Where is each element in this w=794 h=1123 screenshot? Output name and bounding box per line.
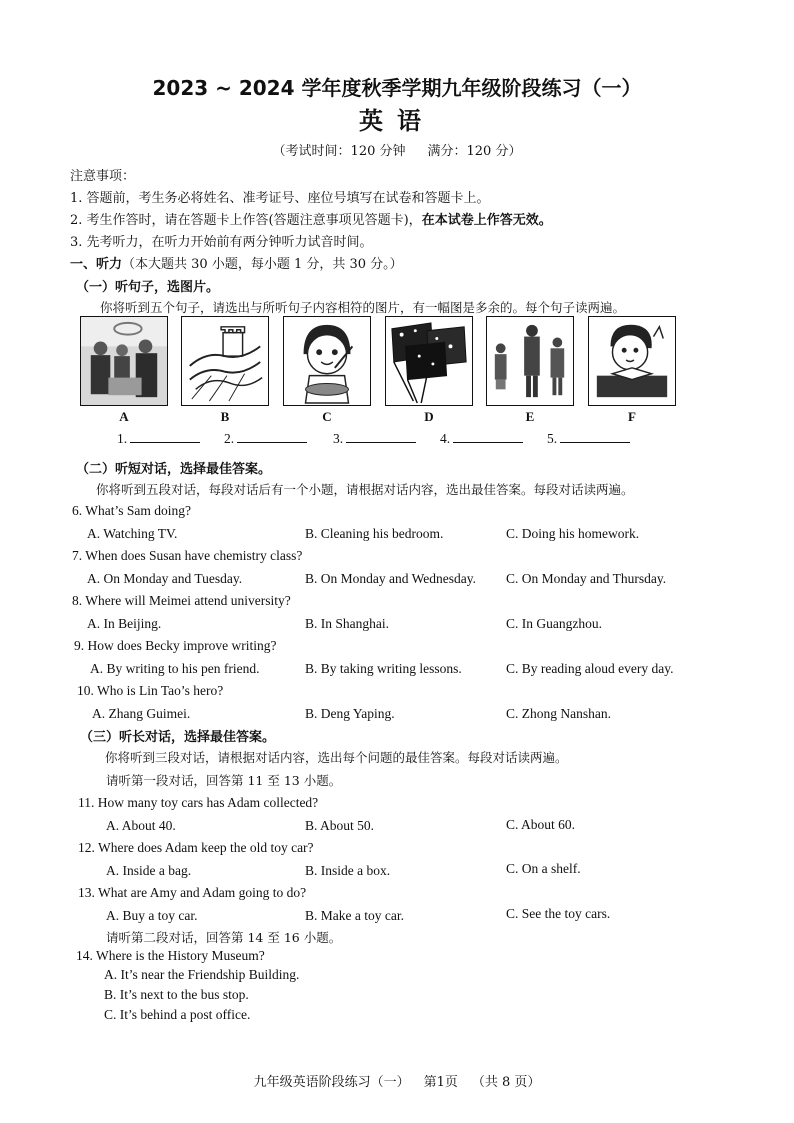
q7-option-a[interactable]: A. On Monday and Tuesday. — [87, 571, 243, 586]
question-12: 12. Where does Adam keep the old toy car? — [78, 840, 314, 855]
q6-option-b[interactable]: B. Cleaning his bedroom. — [305, 526, 444, 541]
question-11: 11. How many toy cars has Adam collected? — [78, 795, 319, 810]
q12-option-a[interactable]: A. Inside a bag. — [106, 863, 192, 878]
picture-label-c: C — [322, 409, 332, 424]
q14-option-b[interactable]: B. It’s next to the bus stop. — [104, 987, 249, 1002]
great-wall-icon — [182, 317, 268, 405]
footer-exam-name: 九年级英语阶段练习（一） — [253, 1075, 410, 1090]
terracotta-warriors-icon — [487, 317, 573, 405]
picture-b — [181, 316, 269, 406]
dialog2-note: 请听第二段对话，回答第 14 至 16 小题。 — [106, 930, 342, 945]
footer-total-pages: （共 8 页） — [471, 1075, 541, 1090]
answer-blank-3[interactable] — [333, 430, 416, 447]
question-13: 13. What are Amy and Adam going to do? — [78, 885, 307, 900]
question-9: 9. How does Becky improve writing? — [74, 638, 277, 653]
notice-item-1: 1. 答题前，考生务必将姓名、准考证号、座位号填写在试卷和答题卡上。 — [70, 191, 490, 206]
q13-option-a[interactable]: A. Buy a toy car. — [106, 908, 198, 923]
q11-option-b[interactable]: B. About 50. — [305, 818, 375, 833]
q13-option-c[interactable]: C. See the toy cars. — [506, 906, 611, 921]
question-14: 14. Where is the History Museum? — [76, 948, 265, 963]
answer-blank-4[interactable] — [440, 430, 523, 447]
picture-label-d: D — [424, 409, 434, 424]
q14-option-a[interactable]: A. It’s near the Friendship Building. — [104, 967, 300, 982]
q8-option-a[interactable]: A. In Beijing. — [87, 616, 162, 631]
boy-reading-icon — [589, 317, 675, 405]
full-score: 满分：120 分） — [427, 144, 522, 159]
subject-title: 英语 — [359, 107, 435, 135]
q8-option-c[interactable]: C. In Guangzhou. — [506, 616, 602, 631]
girl-cooking-icon — [284, 317, 370, 405]
exam-info — [0, 140, 794, 159]
dialog1-note: 请听第一段对话，回答第 11 至 13 小题。 — [106, 773, 342, 788]
q11-option-a[interactable]: A. About 40. — [106, 818, 176, 833]
q7-option-b[interactable]: B. On Monday and Wednesday. — [305, 571, 477, 586]
question-8: 8. Where will Meimei attend university? — [72, 593, 291, 608]
picture-d — [385, 316, 473, 406]
question-10: 10. Who is Lin Tao’s hero? — [77, 683, 224, 698]
notice-item-2-text: 2. 考生作答时，请在答题卡上作答(答题注意事项见答题卡)， — [70, 213, 422, 228]
page-footer — [0, 1071, 794, 1090]
picture-e — [486, 316, 574, 406]
section3-heading: （三）听长对话，选择最佳答案。 — [80, 730, 276, 745]
picture-label-e: E — [525, 409, 535, 424]
answer-blank-number: 2. — [224, 431, 235, 446]
question-6: 6. What’s Sam doing? — [72, 503, 191, 518]
answer-blank-number: 1. — [117, 431, 128, 446]
flags-icon — [386, 317, 472, 405]
section1-instruction: 你将听到五个句子，请选出与所听句子内容相符的图片，有一幅图是多余的。每个句子读两遍。 — [100, 300, 626, 315]
notice-item-2-warning: 在本试卷上作答无效。 — [421, 213, 552, 228]
part1-title: 一、听力 — [70, 257, 123, 272]
q10-option-c[interactable]: C. Zhong Nanshan. — [506, 706, 611, 721]
picture-label-a: A — [119, 409, 129, 424]
part1-heading — [70, 253, 403, 272]
notice-item-2 — [70, 209, 552, 228]
q9-option-a[interactable]: A. By writing to his pen friend. — [90, 661, 260, 676]
q6-option-a[interactable]: A. Watching TV. — [87, 526, 178, 541]
answer-blank-number: 4. — [440, 431, 451, 446]
q10-option-b[interactable]: B. Deng Yaping. — [305, 706, 395, 721]
q10-option-a[interactable]: A. Zhang Guimei. — [92, 706, 191, 721]
section1-heading: （一）听句子，选图片。 — [76, 280, 220, 295]
q13-option-b[interactable]: B. Make a toy car. — [305, 908, 404, 923]
q12-option-c[interactable]: C. On a shelf. — [506, 861, 581, 876]
q11-option-c[interactable]: C. About 60. — [506, 817, 576, 832]
q8-option-b[interactable]: B. In Shanghai. — [305, 616, 389, 631]
answer-blank-5[interactable] — [547, 430, 630, 447]
picture-f — [588, 316, 676, 406]
q14-option-c[interactable]: C. It’s behind a post office. — [104, 1007, 251, 1022]
picture-label-b: B — [220, 409, 230, 424]
section2-heading: （二）听短对话，选择最佳答案。 — [76, 462, 272, 477]
exam-time: （考试时间：120 分钟 — [272, 144, 406, 159]
answer-blank-1[interactable] — [117, 430, 200, 447]
part1-note: （本大题共 30 小题，每小题 1 分，共 30 分。） — [122, 257, 403, 272]
footer-page-number: 第1页 — [423, 1075, 458, 1090]
answer-blank-2[interactable] — [224, 430, 307, 447]
surgeons-photo-icon — [81, 317, 167, 405]
q7-option-c[interactable]: C. On Monday and Thursday. — [506, 571, 667, 586]
q9-option-b[interactable]: B. By taking writing lessons. — [305, 661, 462, 676]
question-7: 7. When does Susan have chemistry class? — [72, 548, 303, 563]
answer-blank-number: 3. — [333, 431, 344, 446]
picture-a — [80, 316, 168, 406]
q9-option-c[interactable]: C. By reading aloud every day. — [506, 661, 674, 676]
picture-label-f: F — [628, 409, 636, 424]
notice-heading: 注意事项： — [70, 169, 136, 184]
picture-c — [283, 316, 371, 406]
q6-option-c[interactable]: C. Doing his homework. — [506, 526, 640, 541]
exam-title: 2023 ~ 2024 学年度秋季学期九年级阶段练习（一） — [152, 76, 642, 100]
notice-item-3: 3. 先考听力，在听力开始前有两分钟听力试音时间。 — [70, 235, 373, 250]
q12-option-b[interactable]: B. Inside a box. — [305, 863, 391, 878]
section3-instruction: 你将听到三段对话，请根据对话内容，选出每个问题的最佳答案。每段对话读两遍。 — [105, 750, 568, 765]
section2-instruction: 你将听到五段对话，每段对话后有一个小题，请根据对话内容，选出最佳答案。每段对话读两遍。 — [96, 482, 634, 497]
answer-blank-number: 5. — [547, 431, 558, 446]
